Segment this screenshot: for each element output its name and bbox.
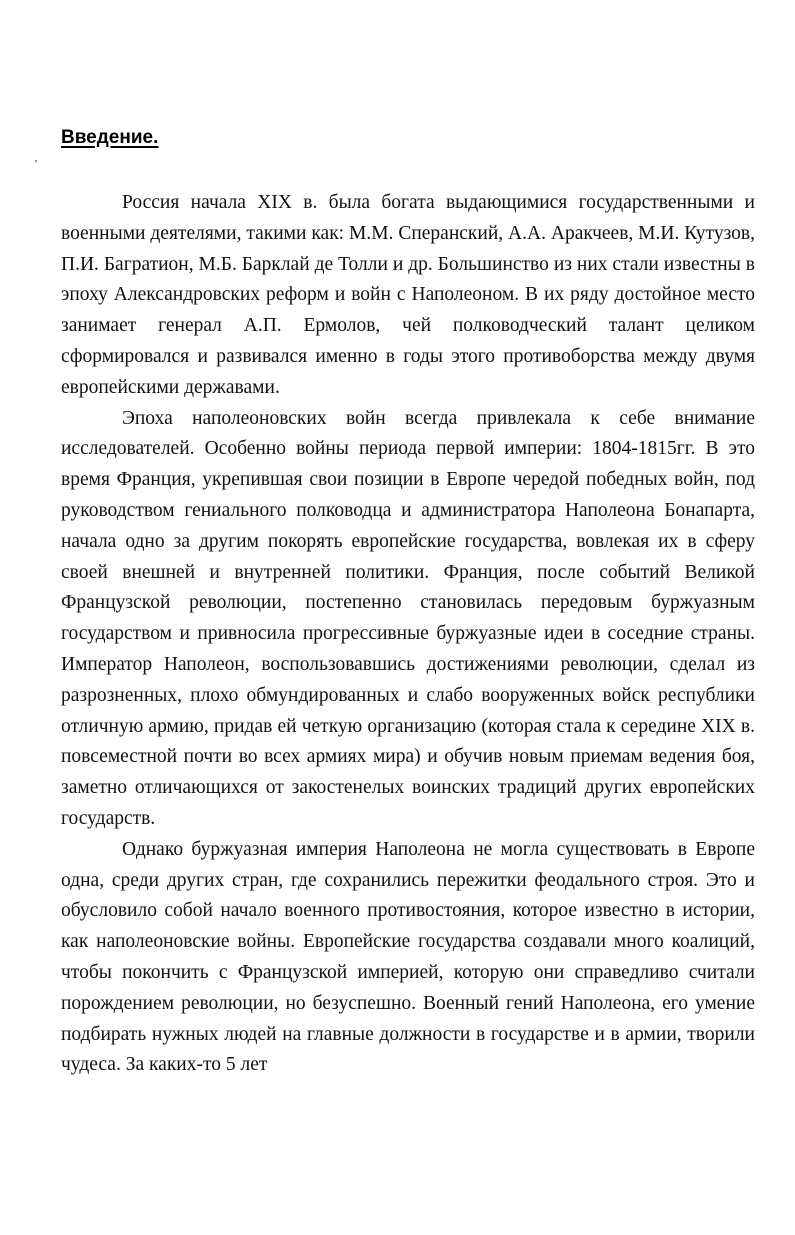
paragraph-1: Россия начала XIX в. была богата выдающимися государственными и военными деятелями, такими как: М.М. Сперанский, А.А. Аракчеев, М.И. Кутузов, П.И. Багратион, М.Б. Барклай де Толли и др. Большинство из них стали известны в эпоху Александровских реформ и войн с Наполеоном. В их ряду достойное место занимает генерал А.П. Ермолов, чей полководческий талант целиком сформировался и развивался именно в годы этого противоборства между двумя европейскими державами. <box>61 192 755 398</box>
paragraph-3: Однако буржуазная империя Наполеона не могла существовать в Европе одна, среди других стран, где сохранились пережитки феодального строя. Это и обусловило собой начало военного противостояния, которое известно в истории, как наполеоновские войны. Европейские государства создавали много коалиций, чтобы покончить с Французской империей, которую они справедливо считали порождением революции, но безуспешно. Военный гений Наполеона, его умение подбирать нужных людей на главные должности в государстве и в армии, творили чудеса. За каких-то 5 лет <box>61 838 755 1076</box>
body-text <box>61 188 755 1081</box>
scan-speck <box>35 160 37 162</box>
paragraph-2: Эпоха наполеоновских войн всегда привлекала к себе внимание исследователей. Особенно войны периода первой империи: 1804-1815гг. В это время Франция, укрепившая свои позиции в Европе чередой победных войн, под руководством гениального полководца и администратора Наполеона Бонапарта, начала одно за другим покорять европейские государства, вовлекая их в сферу своей внешней и внутренней политики. Франция, после событий Великой Французской революции, постепенно становилась передовым буржуазным государством и привносила прогрессивные буржуазные идеи в соседние страны. Император Наполеон, воспользовавшись достижениями революции, сделал из разрозненных, плохо обмундированных и слабо вооруженных войск республики отличную армию, придав ей четкую организацию (которая стала к середине XIX в. повсеместной почти во всех армиях мира) и обучив новым приемам ведения боя, заметно отличающихся от закостенелых воинских традиций других европейских государств. <box>61 407 755 829</box>
section-heading: Введение. <box>61 127 159 148</box>
